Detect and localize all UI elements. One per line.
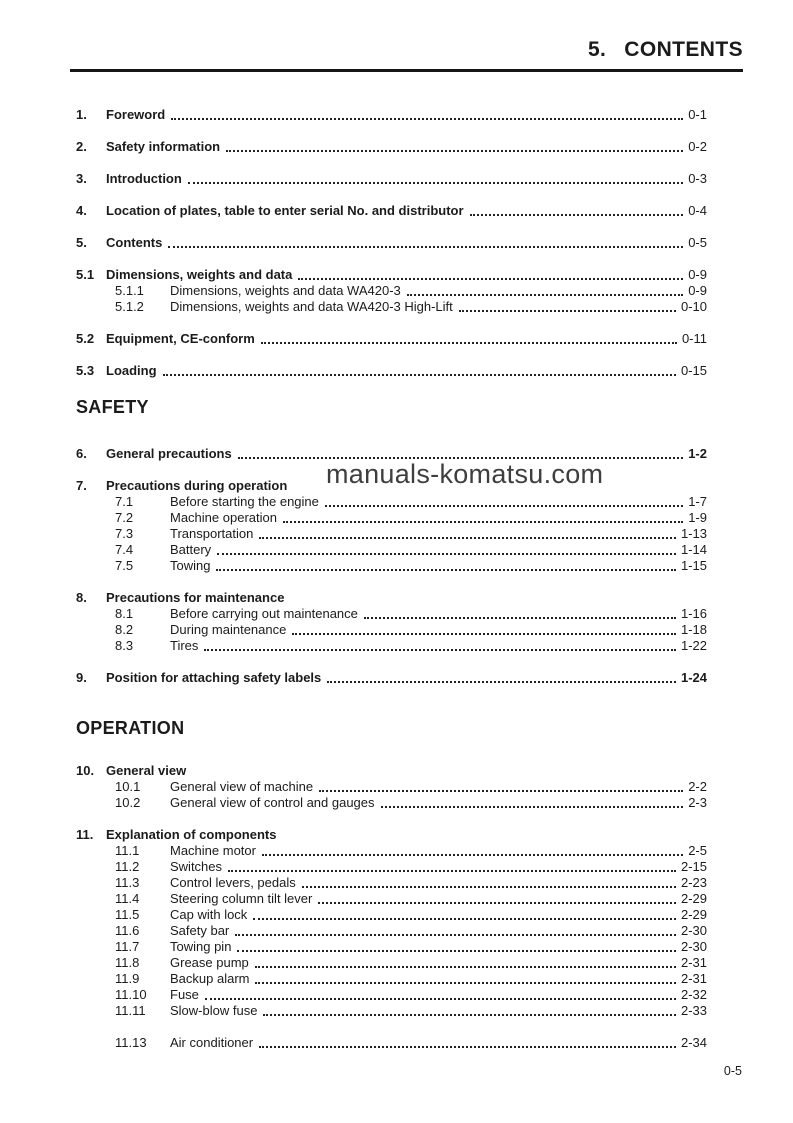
entry-page-ref: 2-30 — [680, 923, 707, 938]
chapter-number: 5. — [587, 38, 607, 61]
entry-title: Introduction — [106, 171, 182, 186]
entry-page-ref: 1-24 — [680, 670, 707, 685]
dot-leader — [318, 902, 676, 904]
entry-number: 11.7 — [115, 939, 140, 954]
entry-page-ref: 2-33 — [680, 1003, 707, 1018]
entry-page-ref: 1-13 — [680, 526, 707, 541]
entry-number: 5.1 — [76, 267, 95, 282]
toc-entry — [70, 763, 707, 779]
entry-title: Safety bar — [170, 923, 230, 938]
dot-leader — [259, 1046, 676, 1048]
entry-title: Towing — [170, 558, 211, 573]
entry-number: 11.8 — [115, 955, 140, 970]
entry-title: Dimensions, weights and data WA420-3 — [170, 283, 401, 298]
dot-leader — [163, 374, 676, 376]
entry-page-ref: 1-7 — [688, 494, 707, 509]
toc-entry — [70, 795, 707, 811]
toc-entry — [70, 558, 707, 574]
toc-entry — [70, 923, 707, 939]
entry-number: 11.6 — [115, 923, 140, 938]
toc-entry — [70, 987, 707, 1003]
chapter-title — [70, 38, 743, 62]
entry-page-ref: 0-4 — [688, 203, 707, 218]
toc-entry — [70, 859, 707, 875]
entry-title: Contents — [106, 235, 163, 250]
entry-number: 10. — [76, 763, 95, 778]
dot-leader — [298, 278, 683, 280]
toc-entry — [70, 283, 707, 299]
entry-title: General view of control and gauges — [170, 795, 375, 810]
entry-number: 5.3 — [76, 363, 95, 378]
entry-title: Air conditioner — [170, 1035, 254, 1050]
entry-title: Before starting the engine — [170, 494, 319, 509]
entry-number: 2. — [76, 139, 87, 154]
entry-title: Towing pin — [170, 939, 232, 954]
entry-number: 11.3 — [115, 875, 140, 890]
toc-entry — [70, 606, 707, 622]
toc-entry — [70, 526, 707, 542]
entry-page-ref: 0-1 — [688, 107, 707, 122]
section-heading-operation: OPERATION — [76, 718, 185, 738]
dot-leader — [168, 246, 683, 248]
toc-entry — [70, 299, 707, 315]
entry-page-ref: 2-31 — [680, 971, 707, 986]
entry-title: Before carrying out maintenance — [170, 606, 358, 621]
entry-page-ref: 2-30 — [680, 939, 707, 954]
toc-entry — [70, 331, 707, 347]
entry-number: 8.3 — [115, 638, 134, 653]
entry-number: 11.4 — [115, 891, 140, 906]
entry-title: Precautions for maintenance — [106, 590, 285, 605]
entry-page-ref: 2-2 — [688, 779, 707, 794]
toc-entry — [70, 235, 707, 251]
entry-number: 11.9 — [115, 971, 140, 986]
entry-number: 11.2 — [115, 859, 140, 874]
entry-page-ref: 0-3 — [688, 171, 707, 186]
entry-page-ref: 0-2 — [688, 139, 707, 154]
entry-title: Transportation — [170, 526, 254, 541]
toc-entry — [70, 203, 707, 219]
entry-title: Fuse — [170, 987, 199, 1002]
entry-page-ref: 0-9 — [688, 283, 707, 298]
entry-number: 7.5 — [115, 558, 134, 573]
entry-page-ref: 2-29 — [680, 891, 707, 906]
dot-leader — [188, 182, 683, 184]
toc-entry — [70, 971, 707, 987]
dot-leader — [292, 633, 676, 635]
entry-page-ref: 2-32 — [680, 987, 707, 1002]
entry-page-ref: 0-5 — [688, 235, 707, 250]
entry-title: Dimensions, weights and data — [106, 267, 293, 282]
toc-entry — [70, 622, 707, 638]
toc-entry — [70, 494, 707, 510]
dot-leader — [262, 854, 683, 856]
toc-entry — [70, 891, 707, 907]
dot-leader — [235, 934, 676, 936]
entry-number: 5. — [76, 235, 87, 250]
chapter-header — [70, 38, 743, 72]
entry-title: Cap with lock — [170, 907, 248, 922]
entry-title: Grease pump — [170, 955, 249, 970]
entry-number: 10.1 — [115, 779, 141, 794]
toc-entry — [70, 955, 707, 971]
dot-leader — [171, 118, 683, 120]
toc-entry — [70, 875, 707, 891]
entry-number: 8.1 — [115, 606, 134, 621]
entry-page-ref: 1-9 — [688, 510, 707, 525]
watermark-text: manuals-komatsu.com — [326, 459, 604, 489]
dot-leader — [381, 806, 684, 808]
entry-page-ref: 1-14 — [680, 542, 707, 557]
entry-title: General view — [106, 763, 187, 778]
toc-entry — [70, 907, 707, 923]
toc-entry — [70, 939, 707, 955]
entry-title: General view of machine — [170, 779, 314, 794]
entry-title: Foreword — [106, 107, 166, 122]
footer-page-number: 0-5 — [723, 1064, 742, 1078]
entry-page-ref: 2-29 — [680, 907, 707, 922]
dot-leader — [325, 505, 683, 507]
entry-number: 11.1 — [115, 843, 140, 858]
toc-entry — [70, 107, 707, 123]
entry-title: Loading — [106, 363, 157, 378]
entry-page-ref: 1-2 — [688, 446, 707, 461]
dot-leader — [226, 150, 683, 152]
entry-title: Steering column tilt lever — [170, 891, 313, 906]
toc-entry — [70, 1035, 707, 1051]
dot-leader — [205, 998, 676, 1000]
entry-title: Equipment, CE-conform — [106, 331, 255, 346]
dot-leader — [259, 537, 676, 539]
toc-entry — [70, 670, 707, 686]
entry-number: 7.1 — [115, 494, 134, 509]
dot-leader — [204, 649, 676, 651]
entry-number: 4. — [76, 203, 87, 218]
entry-number: 11.13 — [115, 1035, 147, 1050]
dot-leader — [364, 617, 676, 619]
entry-page-ref: 2-5 — [688, 843, 707, 858]
table-of-contents — [70, 107, 707, 1051]
entry-number: 8. — [76, 590, 87, 605]
toc-entry — [70, 590, 707, 606]
entry-title: General precautions — [106, 446, 232, 461]
dot-leader — [255, 982, 675, 984]
entry-number: 5.2 — [76, 331, 95, 346]
entry-number: 11.11 — [115, 1003, 146, 1018]
entry-number: 1. — [76, 107, 87, 122]
entry-number: 7. — [76, 478, 87, 493]
entry-number: 6. — [76, 446, 87, 461]
toc-entry — [70, 779, 707, 795]
dot-leader — [407, 294, 683, 296]
toc-entry — [70, 542, 707, 558]
entry-page-ref: 2-34 — [680, 1035, 707, 1050]
entry-page-ref: 2-15 — [680, 859, 707, 874]
entry-number: 7.3 — [115, 526, 134, 541]
entry-title: During maintenance — [170, 622, 287, 637]
dot-leader — [253, 918, 676, 920]
toc-entry — [70, 171, 707, 187]
entry-number: 11.10 — [115, 987, 147, 1002]
entry-title: Backup alarm — [170, 971, 250, 986]
dot-leader — [319, 790, 683, 792]
entry-title: Machine motor — [170, 843, 256, 858]
dot-leader — [302, 886, 676, 888]
dot-leader — [327, 681, 676, 683]
entry-page-ref: 2-31 — [680, 955, 707, 970]
entry-number: 7.4 — [115, 542, 134, 557]
entry-title: Dimensions, weights and data WA420-3 High-Lift — [170, 299, 453, 314]
entry-page-ref: 0-9 — [688, 267, 707, 282]
dot-leader — [470, 214, 684, 216]
toc-entry — [70, 638, 707, 654]
toc-entry — [70, 267, 707, 283]
entry-page-ref: 1-15 — [680, 558, 707, 573]
dot-leader — [459, 310, 676, 312]
entry-number: 10.2 — [115, 795, 141, 810]
entry-number: 11.5 — [115, 907, 140, 922]
entry-title: Machine operation — [170, 510, 277, 525]
entry-page-ref: 1-16 — [680, 606, 707, 621]
section-heading-safety: SAFETY — [76, 397, 149, 417]
entry-title: Slow-blow fuse — [170, 1003, 258, 1018]
dot-leader — [237, 950, 676, 952]
entry-number: 9. — [76, 670, 87, 685]
entry-title: Location of plates, table to enter serial No. and distributor — [106, 203, 464, 218]
toc-entry — [70, 1003, 707, 1019]
toc-entry — [70, 510, 707, 526]
entry-number: 11. — [76, 827, 94, 842]
entry-number: 8.2 — [115, 622, 134, 637]
entry-page-ref: 0-10 — [680, 299, 707, 314]
toc-entry — [70, 827, 707, 843]
dot-leader — [261, 342, 677, 344]
toc-entry — [70, 843, 707, 859]
dot-leader — [228, 870, 676, 872]
toc-entry — [70, 363, 707, 379]
entry-title: Safety information — [106, 139, 221, 154]
entry-title: Position for attaching safety labels — [106, 670, 322, 685]
entry-page-ref: 0-15 — [680, 363, 707, 378]
dot-leader — [216, 569, 676, 571]
entry-number: 5.1.2 — [115, 299, 144, 314]
entry-title: Battery — [170, 542, 212, 557]
entry-title: Tires — [170, 638, 199, 653]
entry-page-ref: 2-3 — [688, 795, 707, 810]
entry-page-ref: 1-18 — [680, 622, 707, 637]
entry-page-ref: 0-11 — [681, 331, 707, 346]
toc-entry — [70, 139, 707, 155]
dot-leader — [263, 1014, 676, 1016]
entry-number: 5.1.1 — [115, 283, 144, 298]
entry-page-ref: 1-22 — [680, 638, 707, 653]
dot-leader — [283, 521, 683, 523]
entry-number: 3. — [76, 171, 87, 186]
entry-title: Precautions during operation — [106, 478, 288, 493]
entry-title: Control levers, pedals — [170, 875, 296, 890]
chapter-title-text: CONTENTS — [624, 38, 743, 61]
entry-page-ref: 2-23 — [680, 875, 707, 890]
entry-title: Switches — [170, 859, 223, 874]
dot-leader — [255, 966, 676, 968]
entry-number: 7.2 — [115, 510, 134, 525]
entry-title: Explanation of components — [106, 827, 277, 842]
dot-leader — [217, 553, 676, 555]
